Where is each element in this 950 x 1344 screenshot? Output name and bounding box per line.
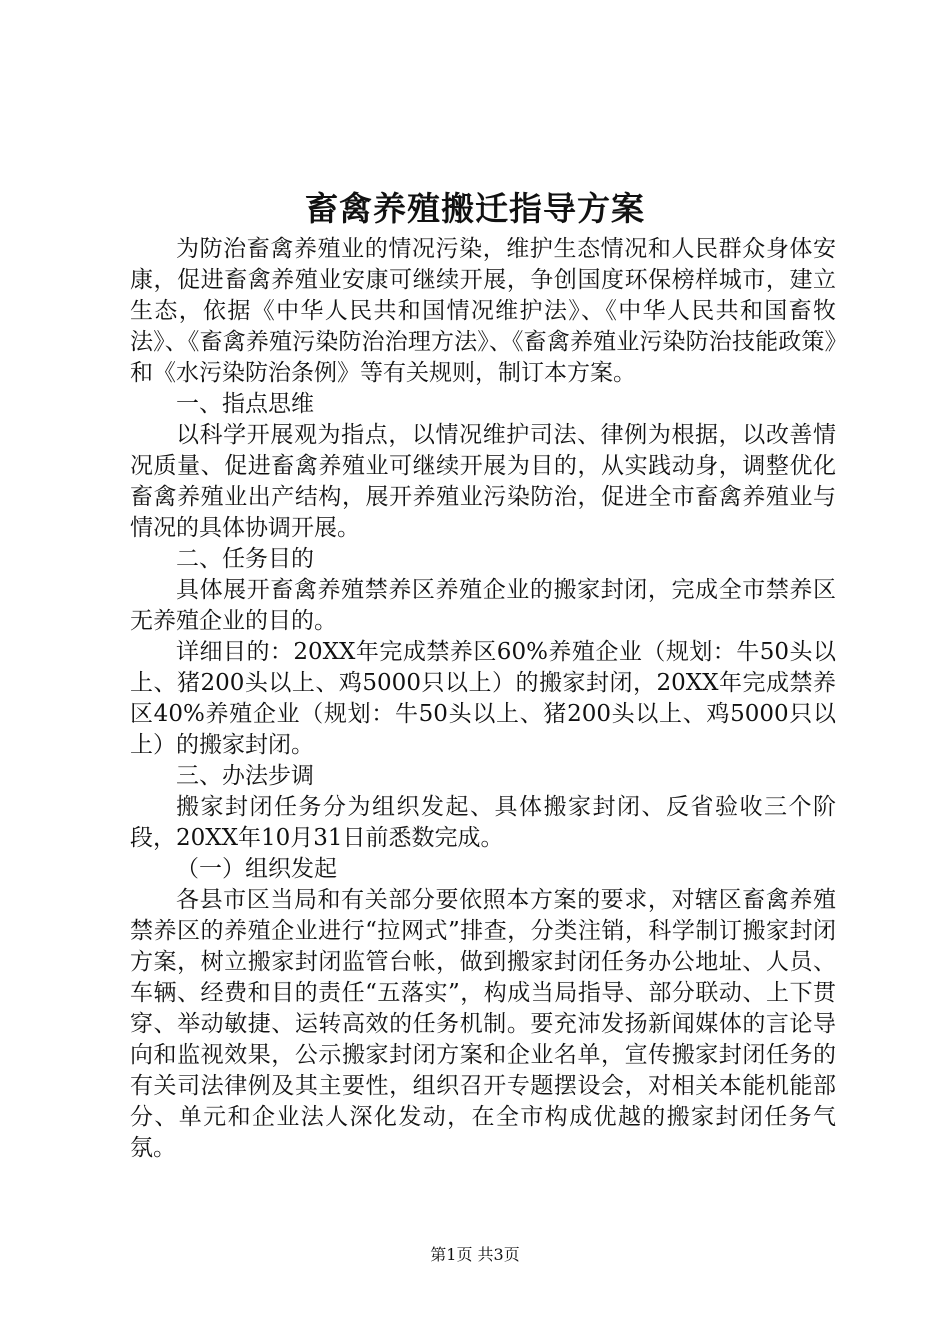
detailed-objective-paragraph: 详细目的：20XX年完成禁养区60%养殖企业（规划：牛50头以上、猪200头以上、鸡5000只以上）的搬家封闭，20XX年完成禁养区40%养殖企业（规划：牛50头以上、猪200头以上、鸡5000只以上）的搬家封闭。	[130, 639, 836, 758]
mobilization-paragraph: 各县市区当局和有关部分要依照本方案的要求，对辖区畜禽养殖禁养区的养殖企业进行“拉网式”排查，分类注销，科学制订搬家封闭方案，树立搬家封闭监管台帐，做到搬家封闭任务办公地址、人员、车辆、经费和目的责任“五落实”，构成当局指导、部分联动、上下贯穿、举动敏捷、运转高效的任务机制。要充沛发扬新闻媒体的言论导向和监视效果，公示搬家封闭方案和企业名单，宣传搬家封闭任务的有关司法律例及其主要性，组织召开专题摆设会，对相关本能机能部分、单元和企业法人深化发动，在全市构成优越的搬家封闭任务气氛。	[130, 887, 836, 1161]
measures-steps-paragraph: 搬家封闭任务分为组织发起、具体搬家封闭、反省验收三个阶段，20XX年10月31日前悉数完成。	[130, 794, 836, 851]
section-heading-measures-steps: 三、办法步调	[176, 763, 314, 789]
document-body	[130, 234, 836, 1164]
section-heading-task-objective: 二、任务目的	[176, 546, 314, 572]
section-heading-guiding-thought: 一、指点思维	[176, 391, 314, 417]
intro-paragraph: 为防治畜禽养殖业的情况污染，维护生态情况和人民群众身体安康，促进畜禽养殖业安康可继续开展，争创国度环保榜样城市，建立生态，依据《中华人民共和国情况维护法》、《中华人民共和国畜牧法》、《畜禽养殖污染防治治理方法》、《畜禽养殖业污染防治技能政策》和《水污染防治条例》等有关规则，制订本方案。	[130, 236, 836, 386]
page-footer: 第1页 共3页	[430, 1245, 520, 1264]
guiding-thought-paragraph: 以科学开展观为指点，以情况维护司法、律例为根据，以改善情况质量、促进畜禽养殖业可继续开展为目的，从实践动身，调整优化畜禽养殖业出产结构，展开养殖业污染防治，促进全市畜禽养殖业与情况的具体协调开展。	[130, 422, 836, 541]
task-objective-paragraph: 具体展开畜禽养殖禁养区养殖企业的搬家封闭，完成全市禁养区无养殖企业的目的。	[130, 577, 836, 634]
document-title: 畜禽养殖搬迁指导方案	[305, 189, 645, 228]
subsection-heading-mobilization: （一）组织发起	[176, 856, 337, 882]
